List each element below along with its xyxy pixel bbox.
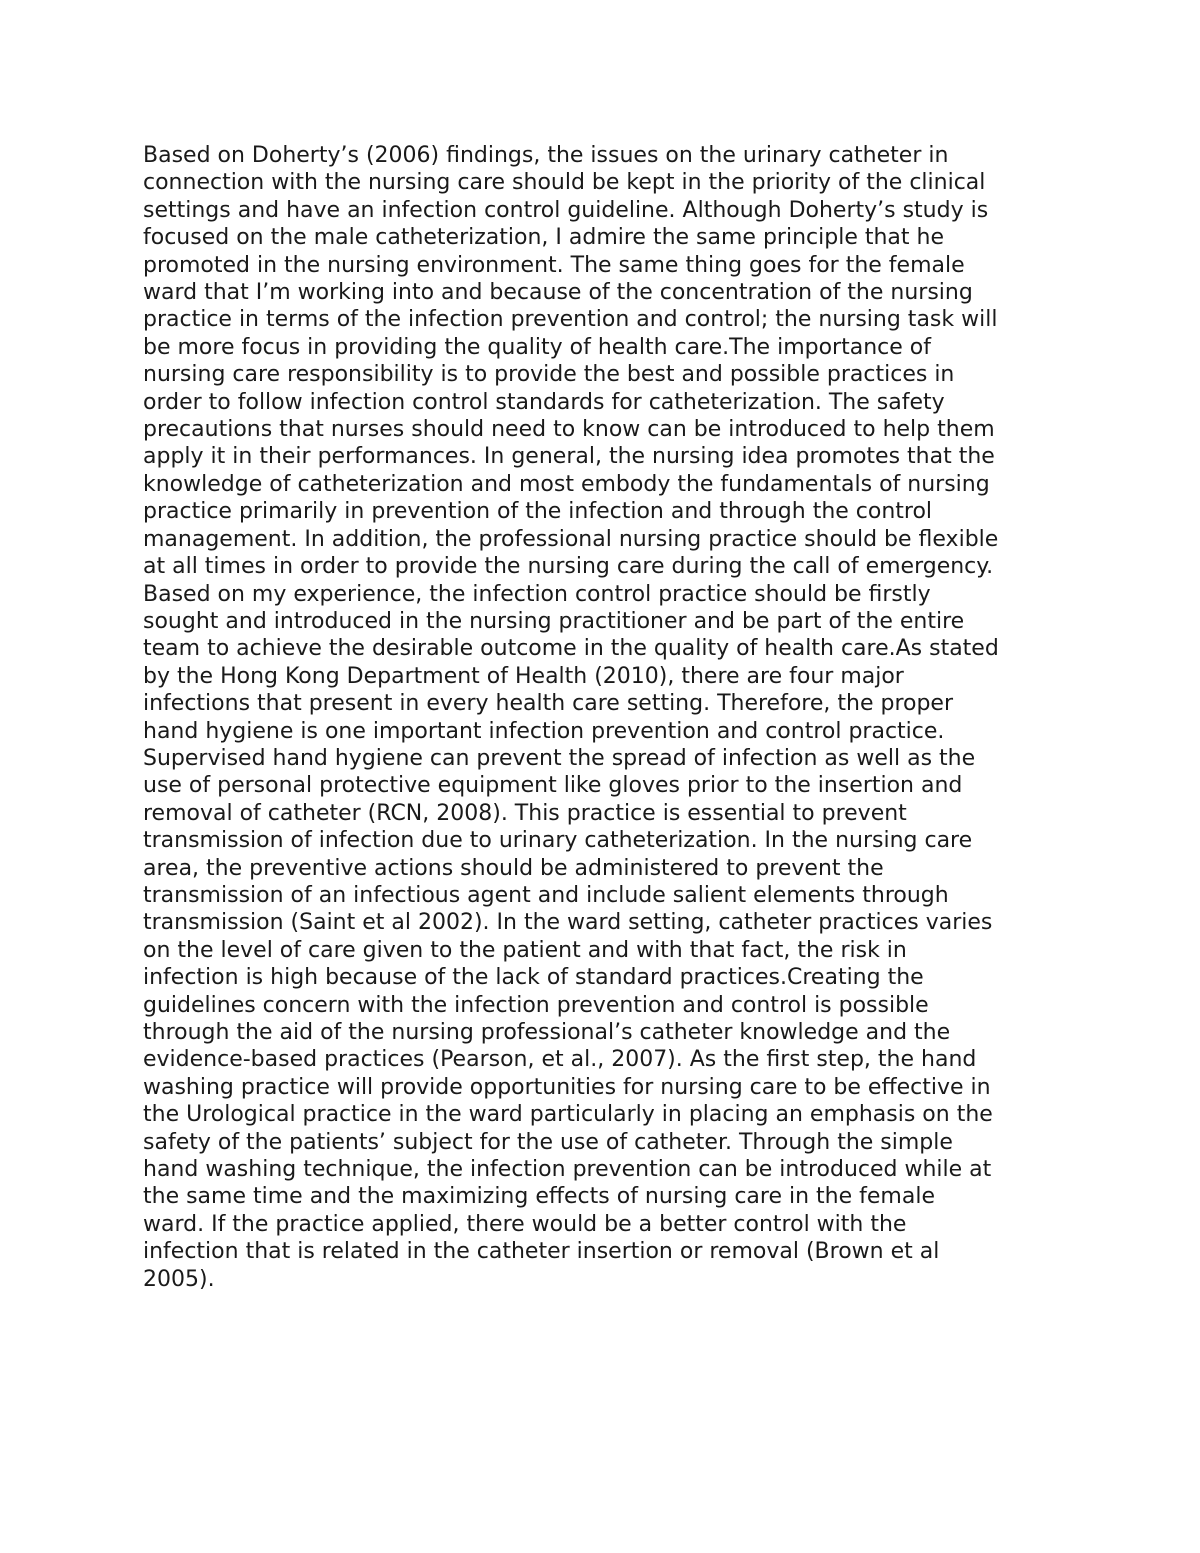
- text-line: management. In addition, the professional nursing practice should be flexible: [143, 526, 999, 552]
- text-line: removal of catheter (RCN, 2008). This practice is essential to prevent: [143, 800, 907, 826]
- text-line: guidelines concern with the infection prevention and control is possible: [143, 992, 929, 1018]
- text-line: use of personal protective equipment like gloves prior to the insertion and: [143, 773, 963, 799]
- text-line: nursing care responsibility is to provide the best and possible practices in: [143, 362, 955, 388]
- text-line: apply it in their performances. In general, the nursing idea promotes that the: [143, 444, 995, 470]
- text-line: team to achieve the desirable outcome in the quality of health care.As stated: [143, 636, 999, 662]
- text-line: hand washing technique, the infection prevention can be introduced while at: [143, 1157, 992, 1183]
- text-line: 2005).: [143, 1266, 215, 1292]
- text-line: hand hygiene is one important infection prevention and control practice.: [143, 718, 945, 744]
- text-line: Supervised hand hygiene can prevent the spread of infection as well as the: [143, 745, 976, 771]
- text-line: the same time and the maximizing effects of nursing care in the female: [143, 1184, 935, 1210]
- text-line: by the Hong Kong Department of Health (2010), there are four major: [143, 663, 904, 689]
- text-line: transmission of an infectious agent and include salient elements through: [143, 882, 949, 908]
- text-line: settings and have an infection control guideline. Although Doherty’s study is: [143, 197, 989, 223]
- text-line: washing practice will provide opportunities for nursing care to be effective in: [143, 1074, 991, 1100]
- text-line: ward. If the practice applied, there would be a better control with the: [143, 1211, 907, 1237]
- text-line: at all times in order to provide the nursing care during the call of emergency.: [143, 554, 994, 580]
- text-line: evidence-based practices (Pearson, et al., 2007). As the first step, the hand: [143, 1047, 977, 1073]
- text-line: ward that I’m working into and because of the concentration of the nursing: [143, 280, 973, 306]
- text-line: sought and introduced in the nursing practitioner and be part of the entire: [143, 608, 965, 634]
- text-line: Based on Doherty’s (2006) findings, the issues on the urinary catheter in: [143, 143, 949, 168]
- text-line: practice primarily in prevention of the infection and through the control: [143, 499, 933, 525]
- body-paragraph: [143, 142, 999, 1293]
- text-line: practice in terms of the infection prevention and control; the nursing task will: [143, 307, 998, 333]
- text-line: infections that present in every health care setting. Therefore, the proper: [143, 691, 954, 717]
- text-line: through the aid of the nursing professional’s catheter knowledge and the: [143, 1020, 951, 1045]
- text-line: knowledge of catheterization and most embody the fundamentals of nursing: [143, 471, 990, 497]
- text-line: infection that is related in the catheter insertion or removal (Brown et al: [143, 1239, 940, 1265]
- text-line: precautions that nurses should need to know can be introduced to help them: [143, 417, 995, 443]
- text-line: safety of the patients’ subject for the use of catheter. Through the simple: [143, 1129, 953, 1155]
- text-line: on the level of care given to the patient and with that fact, the risk in: [143, 937, 907, 963]
- text-line: focused on the male catheterization, I admire the same principle that he: [143, 225, 944, 251]
- text-line: be more focus in providing the quality of health care.The importance of: [143, 334, 931, 360]
- text-line: transmission (Saint et al 2002). In the ward setting, catheter practices varies: [143, 910, 993, 936]
- text-line: transmission of infection due to urinary catheterization. In the nursing care: [143, 828, 973, 854]
- text-line: infection is high because of the lack of standard practices.Creating the: [143, 965, 924, 991]
- text-line: order to follow infection control standards for catheterization. The safety: [143, 389, 945, 415]
- text-line: promoted in the nursing environment. The same thing goes for the female: [143, 252, 965, 278]
- text-line: the Urological practice in the ward particularly in placing an emphasis on the: [143, 1102, 993, 1128]
- text-line: Based on my experience, the infection control practice should be firstly: [143, 581, 931, 607]
- text-line: area, the preventive actions should be administered to prevent the: [143, 855, 884, 881]
- text-line: connection with the nursing care should be kept in the priority of the clinical: [143, 170, 986, 196]
